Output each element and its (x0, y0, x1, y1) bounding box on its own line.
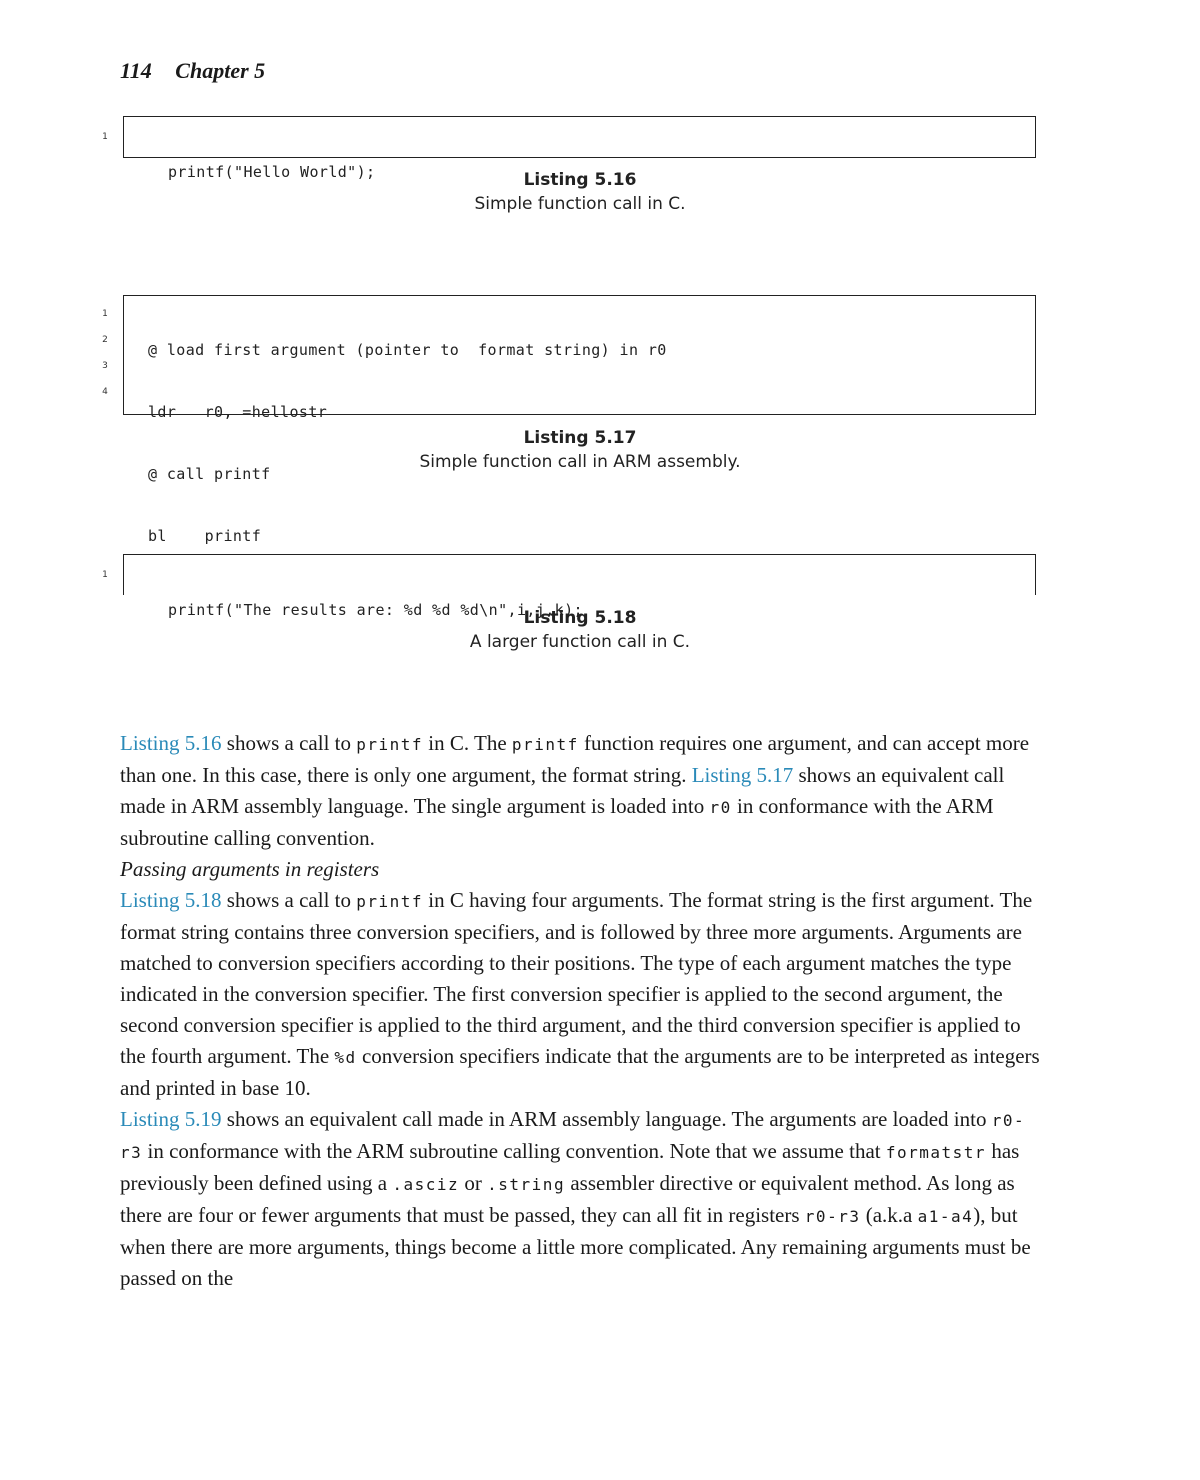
inline-code: .string (487, 1175, 566, 1194)
code-line: bl printf (148, 527, 262, 545)
subheading: Passing arguments in registers (120, 857, 380, 881)
text-run: conversion specifiers indicate that the arguments are to be interpreted as integers and printed in base 10. (120, 1044, 1040, 1100)
text-run: shows an equivalent call made in ARM assembly language. The single argument is loaded into (120, 763, 1005, 818)
inline-code: r0-r3 (804, 1207, 861, 1226)
caption-title: Listing 5.17 (523, 428, 637, 448)
paragraph-3 (120, 1104, 1042, 1294)
code-line: @ load first argument (pointer to format string) in r0 (148, 341, 667, 359)
caption-description: A larger function call in C. (469, 632, 691, 652)
text-run: shows an equivalent call made in ARM assembly language. The arguments are loaded into (221, 1107, 992, 1131)
inline-code: .asciz (392, 1175, 460, 1194)
text-run: has previously been defined using a (120, 1139, 1020, 1195)
listing-5-18-caption (0, 608, 1160, 652)
line-number: 1 (102, 132, 108, 142)
caption-title: Listing 5.18 (523, 608, 637, 628)
paragraph-2 (120, 885, 1042, 1104)
listing-link[interactable]: Listing 5.19 (120, 1107, 222, 1131)
code-line: ldr r0, =hellostr (148, 403, 328, 421)
inline-code: %d (334, 1048, 357, 1067)
caption-title: Listing 5.16 (523, 170, 637, 190)
listing-link[interactable]: Listing 5.18 (120, 888, 222, 912)
text-run: in conformance with the ARM subroutine calling convention. (120, 794, 994, 850)
page-header (120, 58, 265, 84)
listing-5-17-caption (0, 428, 1160, 472)
inline-code: printf (356, 735, 424, 754)
line-number: 3 (102, 361, 108, 371)
line-number: 2 (102, 335, 108, 345)
line-numbers (98, 124, 112, 150)
text-run: in C having four arguments. The format string is the first argument. The format string contains three conversion specifiers, and is followed by three more arguments. Arguments are matched to conversion specifiers according to their positions. The type of each argument matches the type indicated in the conversion specifier. The first conversion specifier is applied to the second argument, the second conversion specifier is applied to the third argument, and the third conversion specifier is applied to the fourth argument. The (120, 888, 1033, 1068)
code-line: printf("The results are: %d %d %d\n",i,j,k); (168, 601, 583, 619)
line-number: 1 (102, 309, 108, 319)
text-run: shows a call to (221, 731, 357, 755)
page-number: 114 (120, 58, 152, 83)
inline-code: printf (511, 735, 579, 754)
code-line: @ call printf (148, 465, 271, 483)
text-run: or (459, 1171, 488, 1195)
text-run: in C. The (423, 731, 512, 755)
line-numbers (98, 562, 112, 588)
listing-link[interactable]: Listing 5.16 (120, 731, 222, 755)
text-run: assembler directive or equivalent method. As long as there are four or fewer arguments that must be passed, they can all fit in registers (120, 1171, 1015, 1227)
listing-link[interactable]: Listing 5.17 (691, 763, 794, 787)
chapter-title: Chapter 5 (175, 58, 266, 83)
line-number: 1 (102, 570, 108, 580)
inline-code: printf (356, 892, 424, 911)
text-run: shows a call to (221, 888, 357, 912)
line-numbers (98, 301, 112, 405)
text-run: function requires one argument, and can accept more than one. In this case, there is only one argument, the format string. (120, 731, 1030, 787)
paragraph-1 (120, 728, 1042, 854)
caption-description: Simple function call in C. (474, 194, 686, 214)
text-run: ), but when there are more arguments, things become a little more complicated. Any remaining arguments must be passed on the (120, 1203, 1031, 1290)
body-text (120, 728, 1042, 1294)
caption-description: Simple function call in ARM assembly. (419, 452, 741, 472)
text-run: in conformance with the ARM subroutine calling convention. Note that we assume that (142, 1139, 886, 1163)
line-number: 4 (102, 387, 108, 397)
inline-code: formatstr (885, 1143, 987, 1162)
code-line: printf("Hello World"); (168, 163, 376, 181)
text-run: (a.k.a (860, 1203, 918, 1227)
listing-5-16-caption (0, 170, 1160, 214)
inline-code: r0 (709, 798, 732, 817)
inline-code: r0-r3 (120, 1111, 1026, 1162)
inline-code: a1-a4 (917, 1207, 974, 1226)
